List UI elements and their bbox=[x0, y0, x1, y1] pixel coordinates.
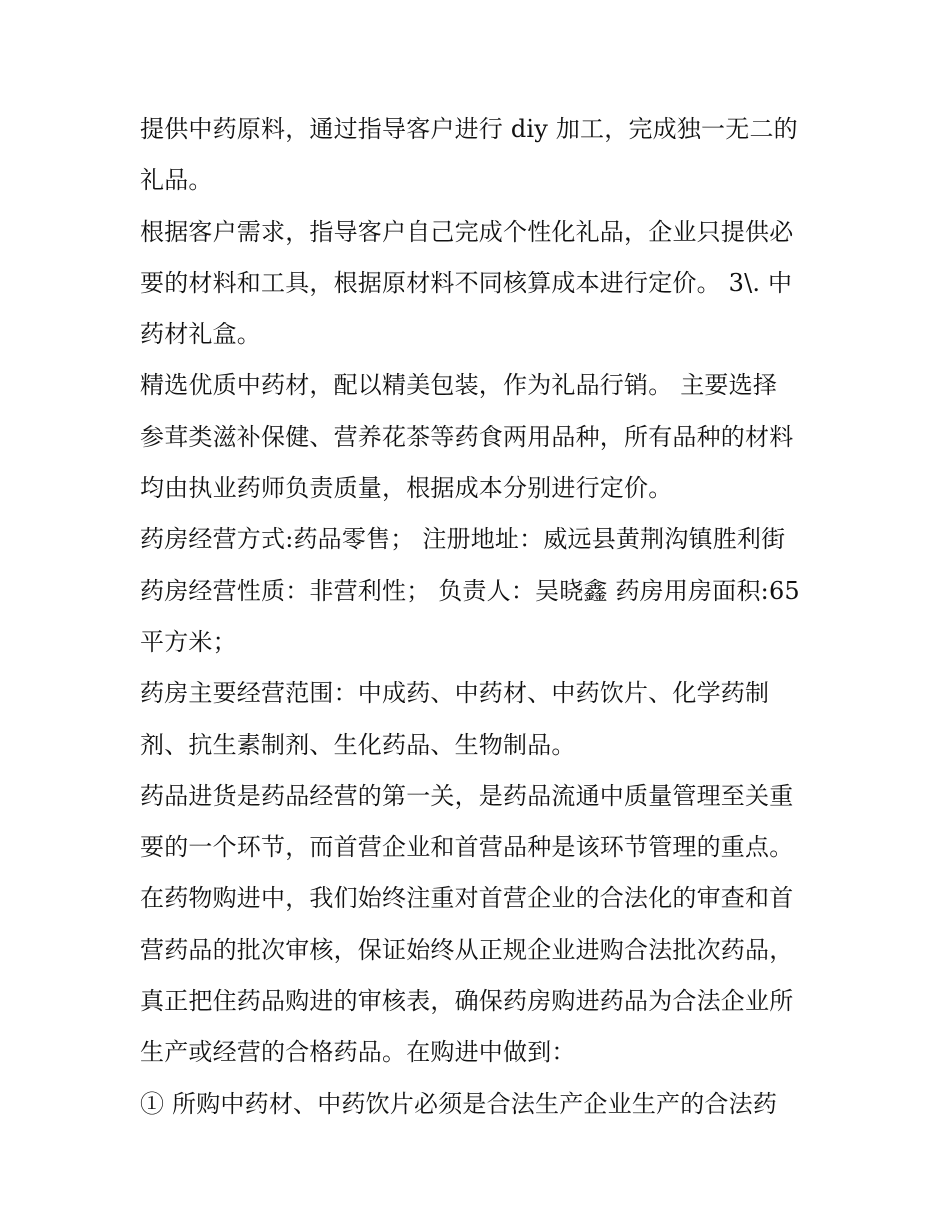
text-line: 药品进货是药品经营的第一关，是药品流通中质量管理至关重 bbox=[140, 781, 794, 810]
text-line: 平方米； bbox=[140, 627, 237, 656]
text-line: 提供中药原料，通过指导客户进行 diy 加工，完成独一无二的 bbox=[140, 115, 798, 143]
text-line: 药房主要经营范围：中成药、中药材、中药饮片、化学药制 bbox=[140, 679, 770, 708]
text-line: 真正把住药品购进的审核表，确保药房购进药品为合法企业所 bbox=[140, 987, 794, 1016]
document-body bbox=[140, 104, 830, 1130]
text-line: 根据客户需求，指导客户自己完成个性化礼品，企业只提供必 bbox=[140, 217, 794, 246]
text-line: 剂、抗生素制剂、生化药品、生物制品。 bbox=[140, 730, 576, 759]
text-line: 生产或经营的合格药品。在购进中做到： bbox=[140, 1038, 576, 1067]
text-line: 精选优质中药材，配以精美包装，作为礼品行销。 主要选择 bbox=[140, 371, 778, 400]
text-line: 药材礼盒。 bbox=[140, 320, 261, 349]
text-line: 要的一个环节，而首营企业和首营品种是该环节管理的重点。 bbox=[140, 833, 794, 862]
text-line: 均由执业药师负责质量，根据成本分别进行定价。 bbox=[140, 474, 673, 503]
text-line: 要的材料和工具，根据原材料不同核算成本进行定价。 3\. 中 bbox=[140, 268, 793, 297]
text-line: 药房经营方式:药品零售； 注册地址：威远县黄荆沟镇胜利街 bbox=[140, 525, 786, 554]
text-line: 营药品的批次审核，保证始终从正规企业进购合法批次药品， bbox=[140, 935, 794, 964]
text-line: 在药物购进中，我们始终注重对首营企业的合法化的审查和首 bbox=[140, 884, 794, 913]
text-line: 药房经营性质：非营利性； 负责人：吴晓鑫 药房用房面积:65 bbox=[140, 576, 800, 605]
text-line: ① 所购中药材、中药饮片必须是合法生产企业生产的合法药 bbox=[140, 1089, 778, 1118]
text-line: 礼品。 bbox=[140, 166, 213, 195]
text-line: 参茸类滋补保健、营养花茶等药食两用品种，所有品种的材料 bbox=[140, 422, 794, 451]
